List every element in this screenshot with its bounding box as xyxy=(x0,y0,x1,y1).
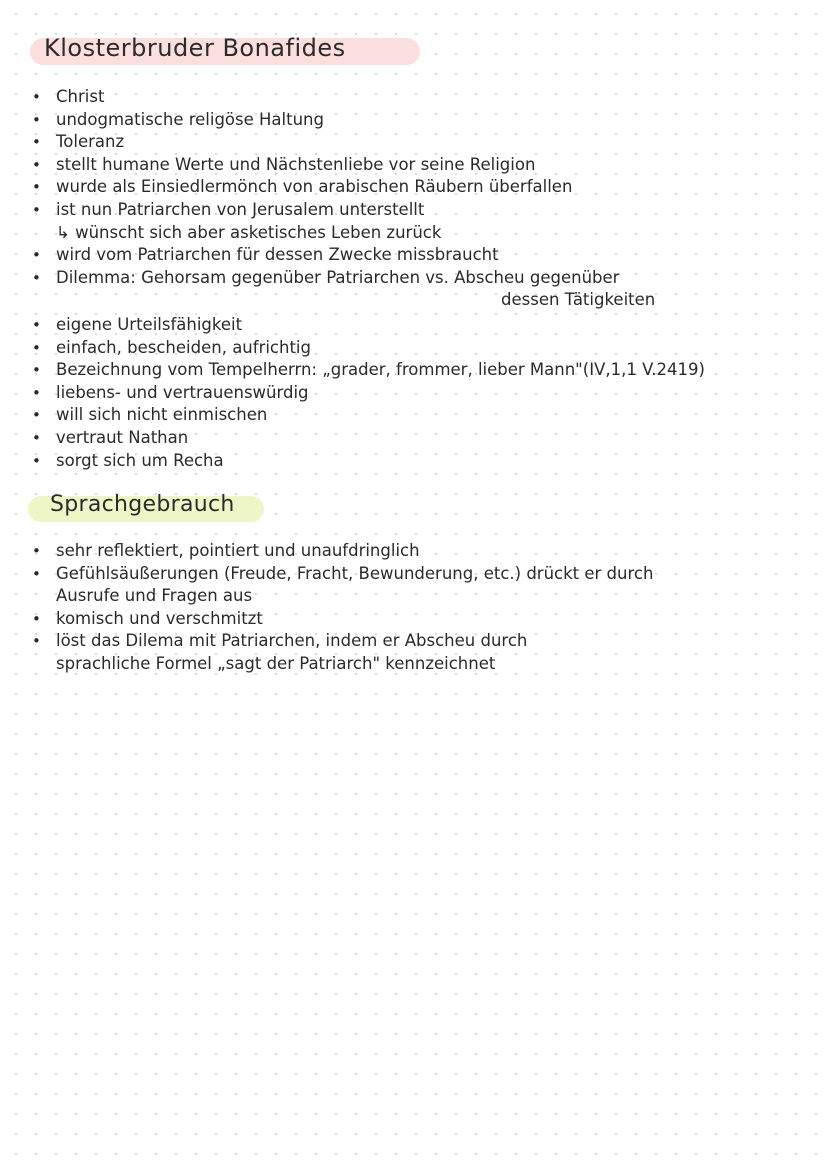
bullet-icon: • xyxy=(32,88,41,106)
bullet-icon: • xyxy=(32,428,41,447)
section-heading xyxy=(50,492,235,517)
speech-list xyxy=(30,540,653,676)
list-item: • sehr reflektiert, pointiert und unaufdringlich xyxy=(30,540,653,563)
bullet-icon: • xyxy=(32,133,41,152)
bullet-icon: • xyxy=(32,338,41,357)
bullet-icon: • xyxy=(32,178,41,197)
list-item: • vertraut Nathan xyxy=(30,427,705,450)
continuation-line: dessen Tätigkeiten xyxy=(501,290,656,310)
bullet-icon: • xyxy=(32,564,41,583)
list-item: • wurde als Einsiedlermönch von arabischen Räubern überfallen xyxy=(30,176,655,199)
list-item: • einfach, bescheiden, aufrichtig xyxy=(30,337,705,360)
list-item: • undogmatische religöse Haltung xyxy=(30,109,655,132)
bullet-icon: • xyxy=(32,246,41,265)
bullet-icon: • xyxy=(32,383,41,402)
bullet-icon: • xyxy=(32,632,41,651)
list-item: • löst das Dilema mit Patriarchen, indem er Abscheu durch sprachliche Formel „sagt der Patriarch" kennzeichnet xyxy=(30,630,653,675)
list-item: • will sich nicht einmischen xyxy=(30,404,705,427)
bullet-icon: • xyxy=(32,542,41,560)
bullet-icon: • xyxy=(32,361,41,380)
bullet-icon: • xyxy=(32,155,41,174)
list-item: • ist nun Patriarchen von Jerusalem unterstellt ↳ wünscht sich aber asketisches Leben zurück xyxy=(30,199,655,244)
bullet-icon: • xyxy=(32,200,41,219)
bullet-icon: • xyxy=(32,268,41,287)
list-item: • stellt humane Werte und Nächstenliebe vor seine Religion xyxy=(30,154,655,177)
list-item: • Gefühlsäußerungen (Freude, Fracht, Bewunderung, etc.) drückt er durch Ausrufe und Fragen aus xyxy=(30,563,653,608)
page-title xyxy=(44,34,346,62)
bullet-icon: • xyxy=(32,609,41,628)
continuation-line: Ausrufe und Fragen aus xyxy=(56,586,253,606)
sub-note: ↳ wünscht sich aber asketisches Leben zurück xyxy=(56,222,442,242)
list-item: • wird vom Patriarchen für dessen Zwecke missbraucht xyxy=(30,244,655,267)
list-item: • Dilemma: Gehorsam gegenüber Patriarchen vs. Abscheu gegenüber dessen Tätigkeiten xyxy=(30,267,655,312)
traits-list-2 xyxy=(30,314,705,472)
list-item: • Bezeichnung vom Tempelherrn: „grader, frommer, lieber Mann"(IV,1,1 V.2419) xyxy=(30,359,705,382)
list-item: • eigene Urteilsfähigkeit xyxy=(30,314,705,337)
title-text: Klosterbruder Bonafides xyxy=(44,34,346,62)
bullet-icon: • xyxy=(32,451,41,470)
list-item: • Christ xyxy=(30,86,655,109)
list-item: • liebens- und vertrauenswürdig xyxy=(30,382,705,405)
bullet-icon: • xyxy=(32,316,41,334)
bullet-icon: • xyxy=(32,110,41,129)
list-item: • sorgt sich um Recha xyxy=(30,450,705,473)
list-item: • Toleranz xyxy=(30,131,655,154)
traits-list xyxy=(30,86,655,312)
continuation-line: sprachliche Formel „sagt der Patriarch" kennzeichnet xyxy=(56,653,496,673)
bullet-icon: • xyxy=(32,406,41,425)
list-item: • komisch und verschmitzt xyxy=(30,608,653,631)
section-heading-text: Sprachgebrauch xyxy=(50,492,235,517)
